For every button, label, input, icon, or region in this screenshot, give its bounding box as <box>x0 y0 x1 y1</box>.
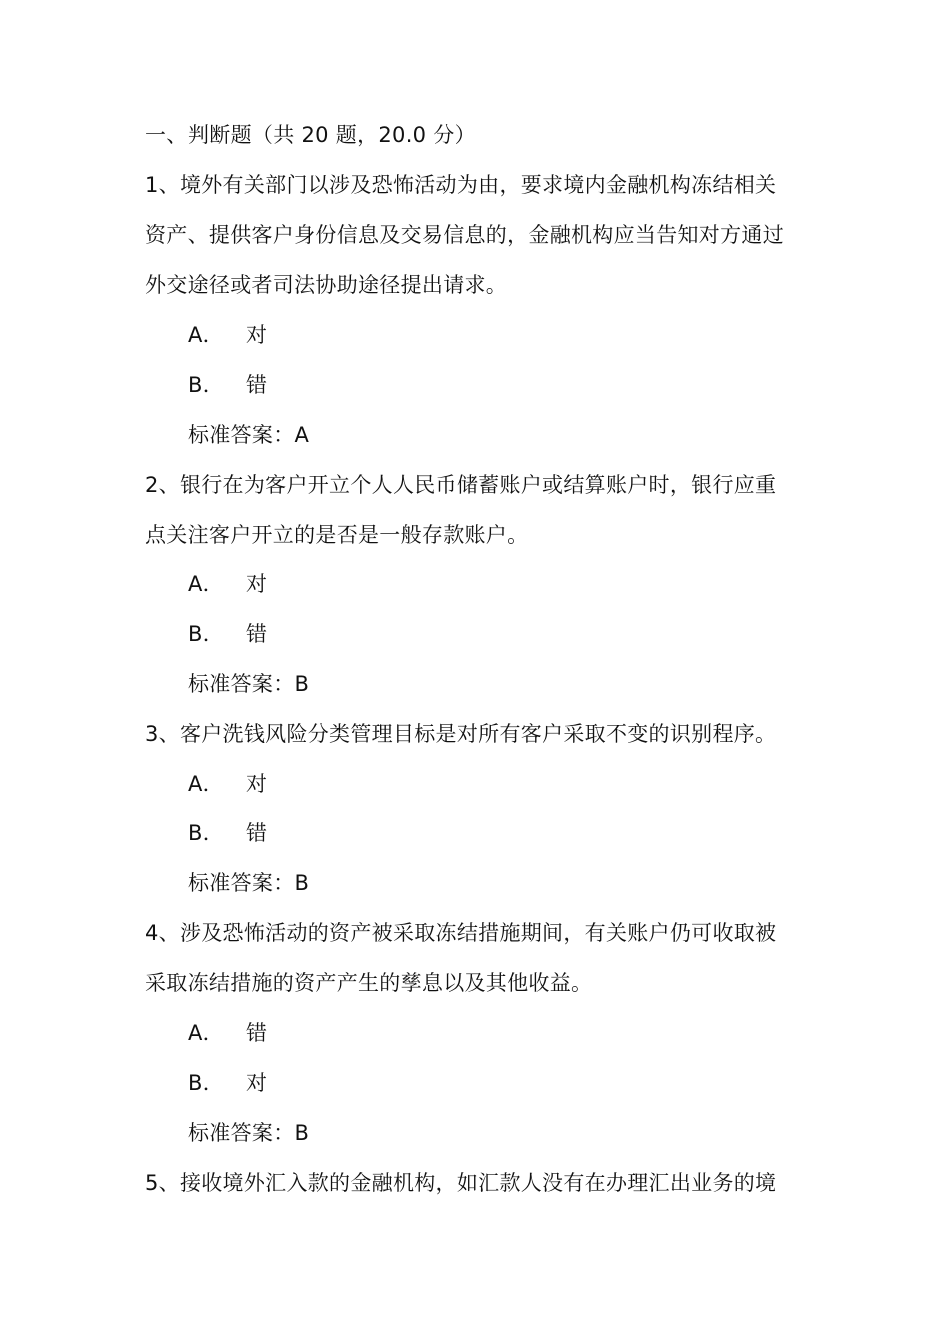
question-1-line-1: 1、境外有关部门以涉及恐怖活动为由，要求境内金融机构冻结相关 <box>145 173 777 197</box>
option-letter: B． <box>188 373 225 397</box>
option-text: 错 <box>246 373 268 397</box>
question-4-line-1: 4、涉及恐怖活动的资产被采取冻结措施期间，有关账户仍可收取被 <box>145 921 777 945</box>
option-letter: B． <box>188 622 225 646</box>
option-letter: B． <box>188 1071 225 1095</box>
section-heading <box>145 118 815 152</box>
question-3-option-b <box>188 816 858 850</box>
option-text: 对 <box>246 1071 268 1095</box>
option-text: 错 <box>246 622 268 646</box>
option-text: 错 <box>246 821 268 845</box>
section-number: 一、 <box>145 123 188 147</box>
question-3-answer: 标准答案：B <box>188 871 310 895</box>
section-title: 判断题（共 20 题，20.0 分） <box>188 123 476 147</box>
question-1-answer: 标准答案：A <box>188 423 310 447</box>
question-2-line-2: 点关注客户开立的是否是一般存款账户。 <box>145 523 529 547</box>
question-4-line-2: 采取冻结措施的资产产生的孳息以及其他收益。 <box>145 971 593 995</box>
question-3-option-a <box>188 767 858 801</box>
question-1-option-a <box>188 318 858 352</box>
option-letter: A． <box>188 1021 224 1045</box>
question-4-option-a <box>188 1016 858 1050</box>
question-2-option-a <box>188 567 858 601</box>
option-text: 对 <box>246 572 268 596</box>
question-2-option-b <box>188 617 858 651</box>
question-2-line-1: 2、银行在为客户开立个人人民币储蓄账户或结算账户时，银行应重 <box>145 473 777 497</box>
question-1-option-b <box>188 368 858 402</box>
option-letter: A． <box>188 323 224 347</box>
question-1-line-3: 外交途径或者司法协助途径提出请求。 <box>145 273 508 297</box>
question-4-option-b <box>188 1066 858 1100</box>
question-1-line-2: 资产、提供客户身份信息及交易信息的，金融机构应当告知对方通过 <box>145 223 784 247</box>
option-text: 错 <box>246 1021 268 1045</box>
option-letter: B． <box>188 821 225 845</box>
option-text: 对 <box>246 772 268 796</box>
question-5-line-1: 5、接收境外汇入款的金融机构，如汇款人没有在办理汇出业务的境 <box>145 1171 777 1195</box>
question-3-line-1: 3、客户洗钱风险分类管理目标是对所有客户采取不变的识别程序。 <box>145 722 777 746</box>
question-2-answer: 标准答案：B <box>188 672 310 696</box>
option-letter: A． <box>188 572 224 596</box>
option-letter: A． <box>188 772 224 796</box>
question-4-answer: 标准答案：B <box>188 1121 310 1145</box>
option-text: 对 <box>246 323 268 347</box>
